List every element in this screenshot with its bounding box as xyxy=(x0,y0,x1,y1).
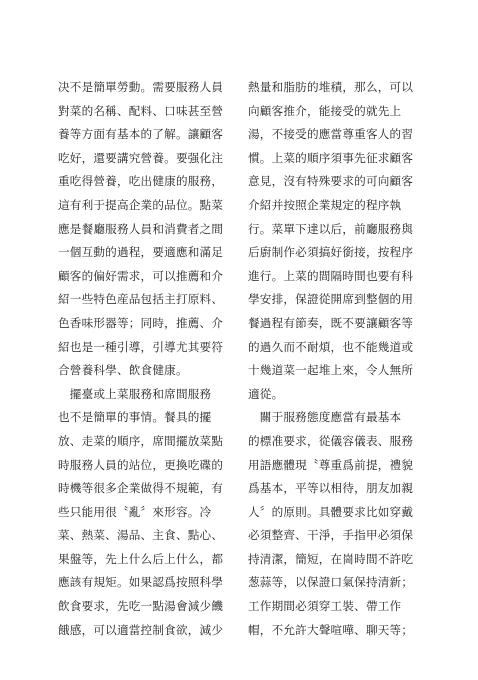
text-line: 放、走菜的順序，席間擺放菜點 xyxy=(58,433,224,448)
text-line: 葱蒜等，以保證口氣保持清新； xyxy=(248,575,414,590)
text-line: 介紹并按照企業規定的程序執 xyxy=(248,197,402,212)
text-line: 向顧客推介，能接受的就先上 xyxy=(248,103,402,118)
text-line: 用語應體現〝尊重爲前提，禮貌 xyxy=(248,457,414,472)
text-line: 十幾道菜一起堆上來，令人無所 xyxy=(248,363,414,378)
text-line: 行。菜單下達以后，前廳服務與 xyxy=(248,221,414,236)
text-line: 應該有規矩。如果認爲按照科學 xyxy=(58,575,224,590)
text-line: 關于服務態度應當有最基本 xyxy=(248,410,402,425)
text-line: 應是餐廳服務人員和消費者之間 xyxy=(58,221,224,236)
text-line: 工作期間必須穿工裝、帶工作 xyxy=(248,599,402,614)
text-line: 擺臺或上菜服務和席間服務 xyxy=(58,386,212,401)
text-line: 一個互動的過程，要適應和滿足 xyxy=(58,245,224,260)
text-line: 爲基本，平等以相待，朋友加親 xyxy=(248,481,414,496)
text-line: 時服務人員的站位，更換吃碟的 xyxy=(58,457,224,472)
text-line: 飲食要求，先吃一點湯會減少饑 xyxy=(58,599,224,614)
text-line: 慣。上菜的順序須事先征求顧客 xyxy=(248,150,414,165)
text-line: 適從。 xyxy=(248,386,284,401)
text-line: 些只能用很〝亂〞來形容。冷 xyxy=(58,504,212,519)
text-line: 進行。上菜的間隔時間也要有科 xyxy=(248,268,414,283)
text-line: 重吃得營養，吃出健康的服務， xyxy=(58,174,224,189)
right-text-column xyxy=(248,76,428,642)
text-line: 后廚制作必須搞好銜接，按程序 xyxy=(248,245,414,260)
text-line: 餐過程有節奏，既不要讓顧客等 xyxy=(248,315,414,330)
text-line: 顧客的偏好需求，可以推薦和介 xyxy=(58,268,224,283)
text-line: 持清潔，簡短，在崗時間不許吃 xyxy=(248,551,414,566)
left-text-column xyxy=(58,76,238,642)
text-line: 必須整齊、干淨，手指甲必須保 xyxy=(248,528,414,543)
text-line: 意見，沒有特殊要求的可向顧客 xyxy=(248,174,414,189)
text-line: 餓感，可以適當控制食欲，減少 xyxy=(58,622,224,637)
text-line: 的標准要求，從儀容儀表、服務 xyxy=(248,433,414,448)
text-line: 帽，不允許大聲喧嘩、聊天等； xyxy=(248,622,414,637)
text-line: 吃好，還要講究營養。要强化注 xyxy=(58,150,224,165)
text-line: 紹也是一種引導，引導尤其要符 xyxy=(58,339,224,354)
text-line: 對菜的名稱、配料、口味甚至營 xyxy=(58,103,224,118)
text-line: 果盤等，先上什么后上什么，都 xyxy=(58,551,224,566)
text-line: 學安排，保證從開席到整個的用 xyxy=(248,292,414,307)
text-line: 熱量和脂肪的堆積，那么，可以 xyxy=(248,80,414,94)
text-line: 决不是簡單勞動。需要服務人員 xyxy=(58,80,224,94)
text-line: 的過久而不耐煩，也不能幾道或 xyxy=(248,339,414,354)
text-line: 紹一些特色産品包括主打原料、 xyxy=(58,292,224,307)
text-line: 色香味形器等；同時，推薦、介 xyxy=(58,315,224,330)
text-line: 人〞的原則。具體要求比如穿戴 xyxy=(248,504,414,519)
text-line: 菜、熱菜、湯品、主食、點心、 xyxy=(58,528,224,543)
text-line: 時機等很多企業做得不規範，有 xyxy=(58,481,224,496)
text-line: 這有利于提高企業的品位。點菜 xyxy=(58,197,224,212)
text-line: 也不是簡單的事情。餐具的擺 xyxy=(58,410,212,425)
text-line: 湯，不接受的應當尊重客人的習 xyxy=(248,127,414,142)
text-line: 養等方面有基本的了解。讓顧客 xyxy=(58,127,224,142)
text-line: 合營養科學、飲食健康。 xyxy=(58,363,188,378)
